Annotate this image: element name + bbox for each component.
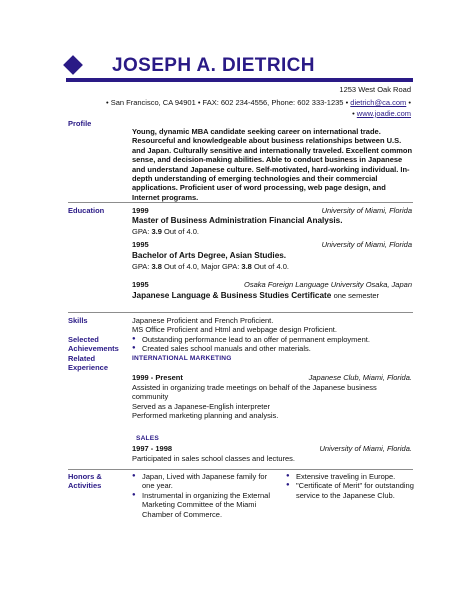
edu-2-gpa-rest2: Out of 4.0. — [253, 262, 289, 271]
exp-2-period: 1997 - 1998 — [132, 444, 173, 453]
section-honors: Honors & Activities — [68, 472, 102, 490]
edu-1-gpa-rest: Out of 4.0. — [164, 227, 200, 236]
achievement-item: ● Outstanding performance lead to an offer of permanent employment. — [132, 335, 414, 344]
website-link[interactable]: www.joadie.com — [356, 109, 411, 118]
exp-1-location: Japanese Club, Miami, Florida. — [308, 373, 412, 382]
exp-1-heading: INTERNATIONAL MARKETING — [132, 355, 232, 362]
exp-1-line: Served as a Japanese-English interpreter — [132, 401, 270, 411]
edu-2-gpa — [132, 262, 289, 271]
edu-1-gpa-label: GPA: — [132, 227, 150, 236]
section-skills: Skills — [68, 316, 88, 325]
exp-1-details — [132, 383, 402, 421]
header-rule — [66, 78, 413, 82]
street-address: 1253 West Oak Road — [339, 85, 411, 94]
divider-honors — [68, 469, 413, 470]
skills-list — [132, 316, 414, 335]
edu-2-gpa-label: GPA: — [132, 262, 150, 271]
skill-item: Japanese Proficient and French Proficient. — [132, 316, 274, 325]
edu-1-gpa-value: 3.9 — [151, 227, 162, 236]
edu-1-gpa — [132, 227, 199, 236]
achievement-item: ● Created sales school manuals and other materials. — [132, 344, 414, 353]
section-related-experience: Related Experience — [68, 354, 109, 372]
exp-2-heading: SALES — [136, 435, 159, 442]
divider-education — [68, 202, 413, 203]
profile-text: Young, dynamic MBA candidate seeking career on international trade. Resourceful and knowledgeable about business relationships between U.S. and Japan. Culturally sensitive and internationally traveled. Excellent common sense, and decision-making abilities. Able to conduct business in Japanese and understand Japanese culture. Self-motivated, hard-working individual. In-depth understanding of emerging technologies and their commercial applications. Proficient user of word processing, web page design, and Internet programs. — [132, 127, 413, 202]
edu-2-degree: Bachelor of Arts Degree, Asian Studies. — [132, 251, 287, 260]
honor-item: ● Instrumental in organizing the External Marketing Committee of the Miami Chamber of Commerce. — [132, 491, 280, 519]
exp-1-line: Assisted in organizing trade meetings on behalf of the Japanese business community — [132, 383, 377, 402]
candidate-name: JOSEPH A. DIETRICH — [112, 55, 315, 76]
section-profile: Profile — [68, 119, 92, 128]
exp-2-line: Participated in sales school classes and lectures. — [132, 454, 296, 463]
edu-3-degree — [132, 291, 379, 300]
honors-right-list — [286, 472, 414, 500]
exp-1-period: 1999 - Present — [132, 373, 183, 382]
exp-2-location: University of Miami, Florida. — [319, 444, 412, 453]
edu-2-gpa-rest: Out of 4.0, Major GPA: — [164, 262, 240, 271]
edu-3-degree-note: one semester — [333, 291, 380, 300]
city-phone-fax: • San Francisco, CA 94901 • FAX: 602 234-4556, Phone: 602 333-1235 • — [105, 98, 349, 107]
edu-2-gpa-value: 3.8 — [151, 262, 162, 271]
honor-item: ● Extensive traveling in Europe. — [286, 472, 414, 481]
divider-skills — [68, 312, 413, 313]
honor-item: ● Japan, Lived with Japanese family for one year. — [132, 472, 280, 491]
section-selected-achievements: Selected Achievements — [68, 335, 119, 353]
section-education: Education — [68, 206, 105, 215]
edu-1-year: 1999 — [132, 206, 149, 215]
edu-1-institution: University of Miami, Florida — [321, 206, 412, 215]
edu-2-gpa-value2: 3.8 — [241, 262, 252, 271]
email-bullet: • — [408, 98, 411, 107]
honor-item: ● "Certificate of Merit" for outstanding service to the Japanese Club. — [286, 481, 414, 500]
email-link[interactable]: dietrich@ca.com — [350, 98, 407, 107]
edu-2-institution: University of Miami, Florida — [321, 240, 412, 249]
honors-left-list — [132, 472, 280, 519]
exp-2-details — [132, 454, 414, 463]
edu-3-institution: Osaka Foreign Language University Osaka, Japan — [243, 280, 412, 289]
logo-diamond — [63, 55, 83, 75]
website-line — [352, 109, 411, 118]
edu-3-year: 1995 — [132, 280, 149, 289]
skill-item: MS Office Proficient and Html and webpage design Proficient. — [132, 325, 337, 335]
website-bullet: • — [352, 109, 355, 118]
achievements-list — [132, 335, 414, 354]
contact-line — [106, 98, 411, 107]
edu-1-degree: Master of Business Administration Financial Analysis. — [132, 216, 343, 225]
edu-3-degree-title: Japanese Language & Business Studies Certificate — [132, 291, 332, 300]
edu-2-year: 1995 — [132, 240, 149, 249]
exp-1-line: Performed marketing planning and analysis. — [132, 411, 279, 421]
